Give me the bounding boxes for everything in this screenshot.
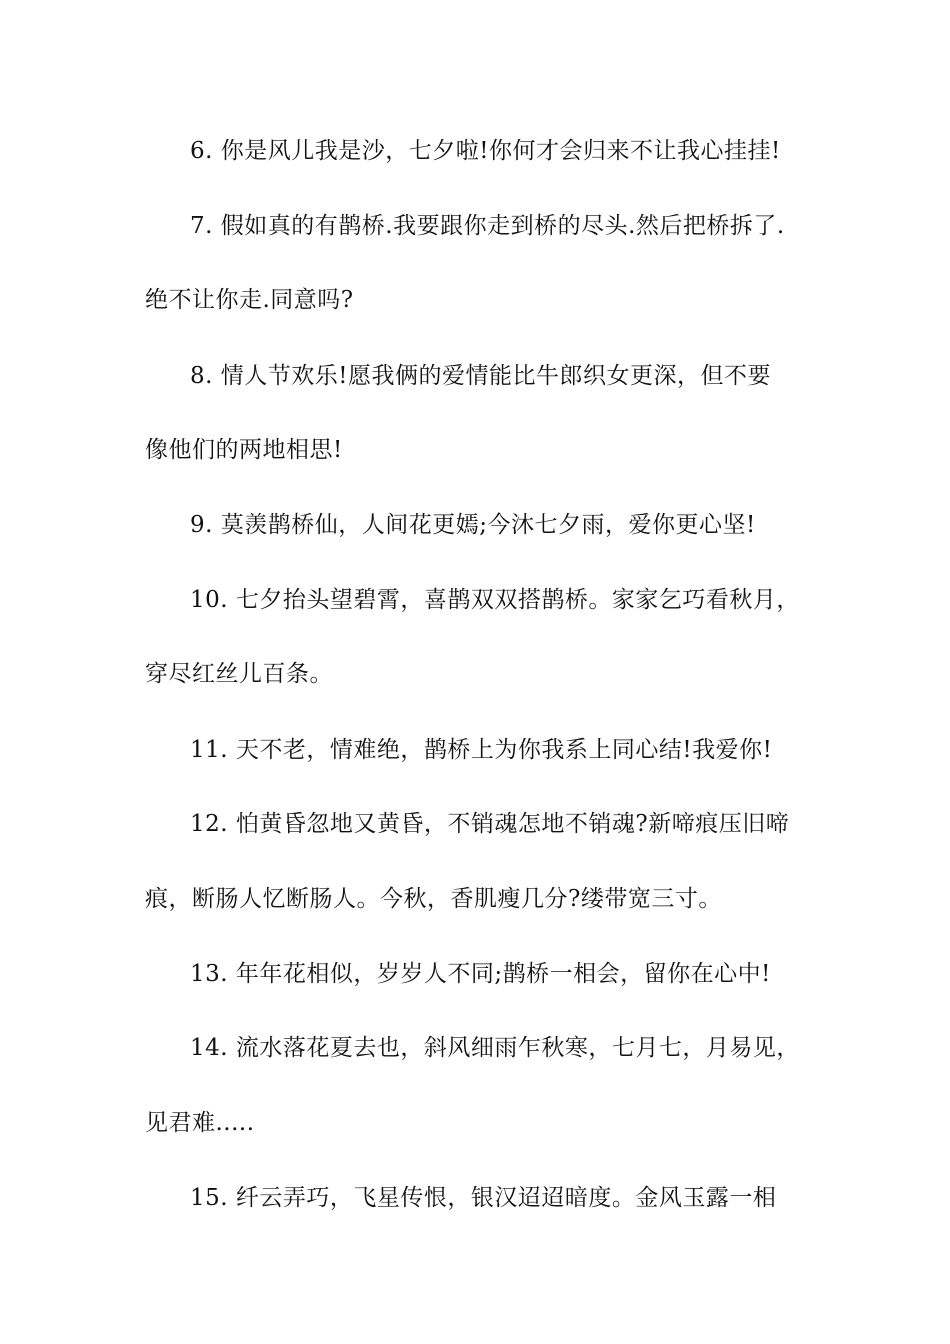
paragraph-15-line-1: 15. 纤云弄巧，飞星传恨，银汉迢迢暗度。金风玉露一相	[190, 1185, 777, 1211]
paragraph-12-line-1: 12. 怕黄昏忽地又黄昏，不销魂怎地不销魂?新啼痕压旧啼	[190, 811, 790, 837]
paragraph-13-line-1: 13. 年年花相似，岁岁人不同;鹊桥一相会，留你在心中!	[190, 961, 771, 987]
paragraph-7-line-2: 绝不让你走.同意吗?	[145, 287, 354, 313]
paragraph-8-line-1: 8. 情人节欢乐!愿我俩的爱情能比牛郎织女更深，但不要	[190, 363, 771, 389]
paragraph-10-line-2: 穿尽红丝儿百条。	[145, 661, 333, 687]
paragraph-11-line-1: 11. 天不老，情难绝，鹊桥上为你我系上同心结!我爱你!	[190, 737, 773, 763]
paragraph-7-line-1: 7. 假如真的有鹊桥.我要跟你走到桥的尽头.然后把桥拆了.	[190, 213, 785, 239]
paragraph-14-line-2: 见君难.....	[145, 1110, 255, 1136]
paragraph-12-line-2: 痕，断肠人忆断肠人。今秋，香肌瘦几分?缕带宽三寸。	[145, 886, 722, 912]
paragraph-10-line-1: 10. 七夕抬头望碧霄，喜鹊双双搭鹊桥。家家乞巧看秋月，	[190, 587, 800, 613]
paragraph-8-line-2: 像他们的两地相思!	[145, 437, 343, 463]
paragraph-9-line-1: 9. 莫羡鹊桥仙，人间花更嫣;今沐七夕雨，爱你更心坚!	[190, 512, 756, 538]
paragraph-6-line-1: 6. 你是风儿我是沙，七夕啦!你何才会归来不让我心挂挂!	[190, 138, 781, 164]
paragraph-14-line-1: 14. 流水落花夏去也，斜风细雨乍秋寒，七月七，月易见，	[190, 1035, 800, 1061]
